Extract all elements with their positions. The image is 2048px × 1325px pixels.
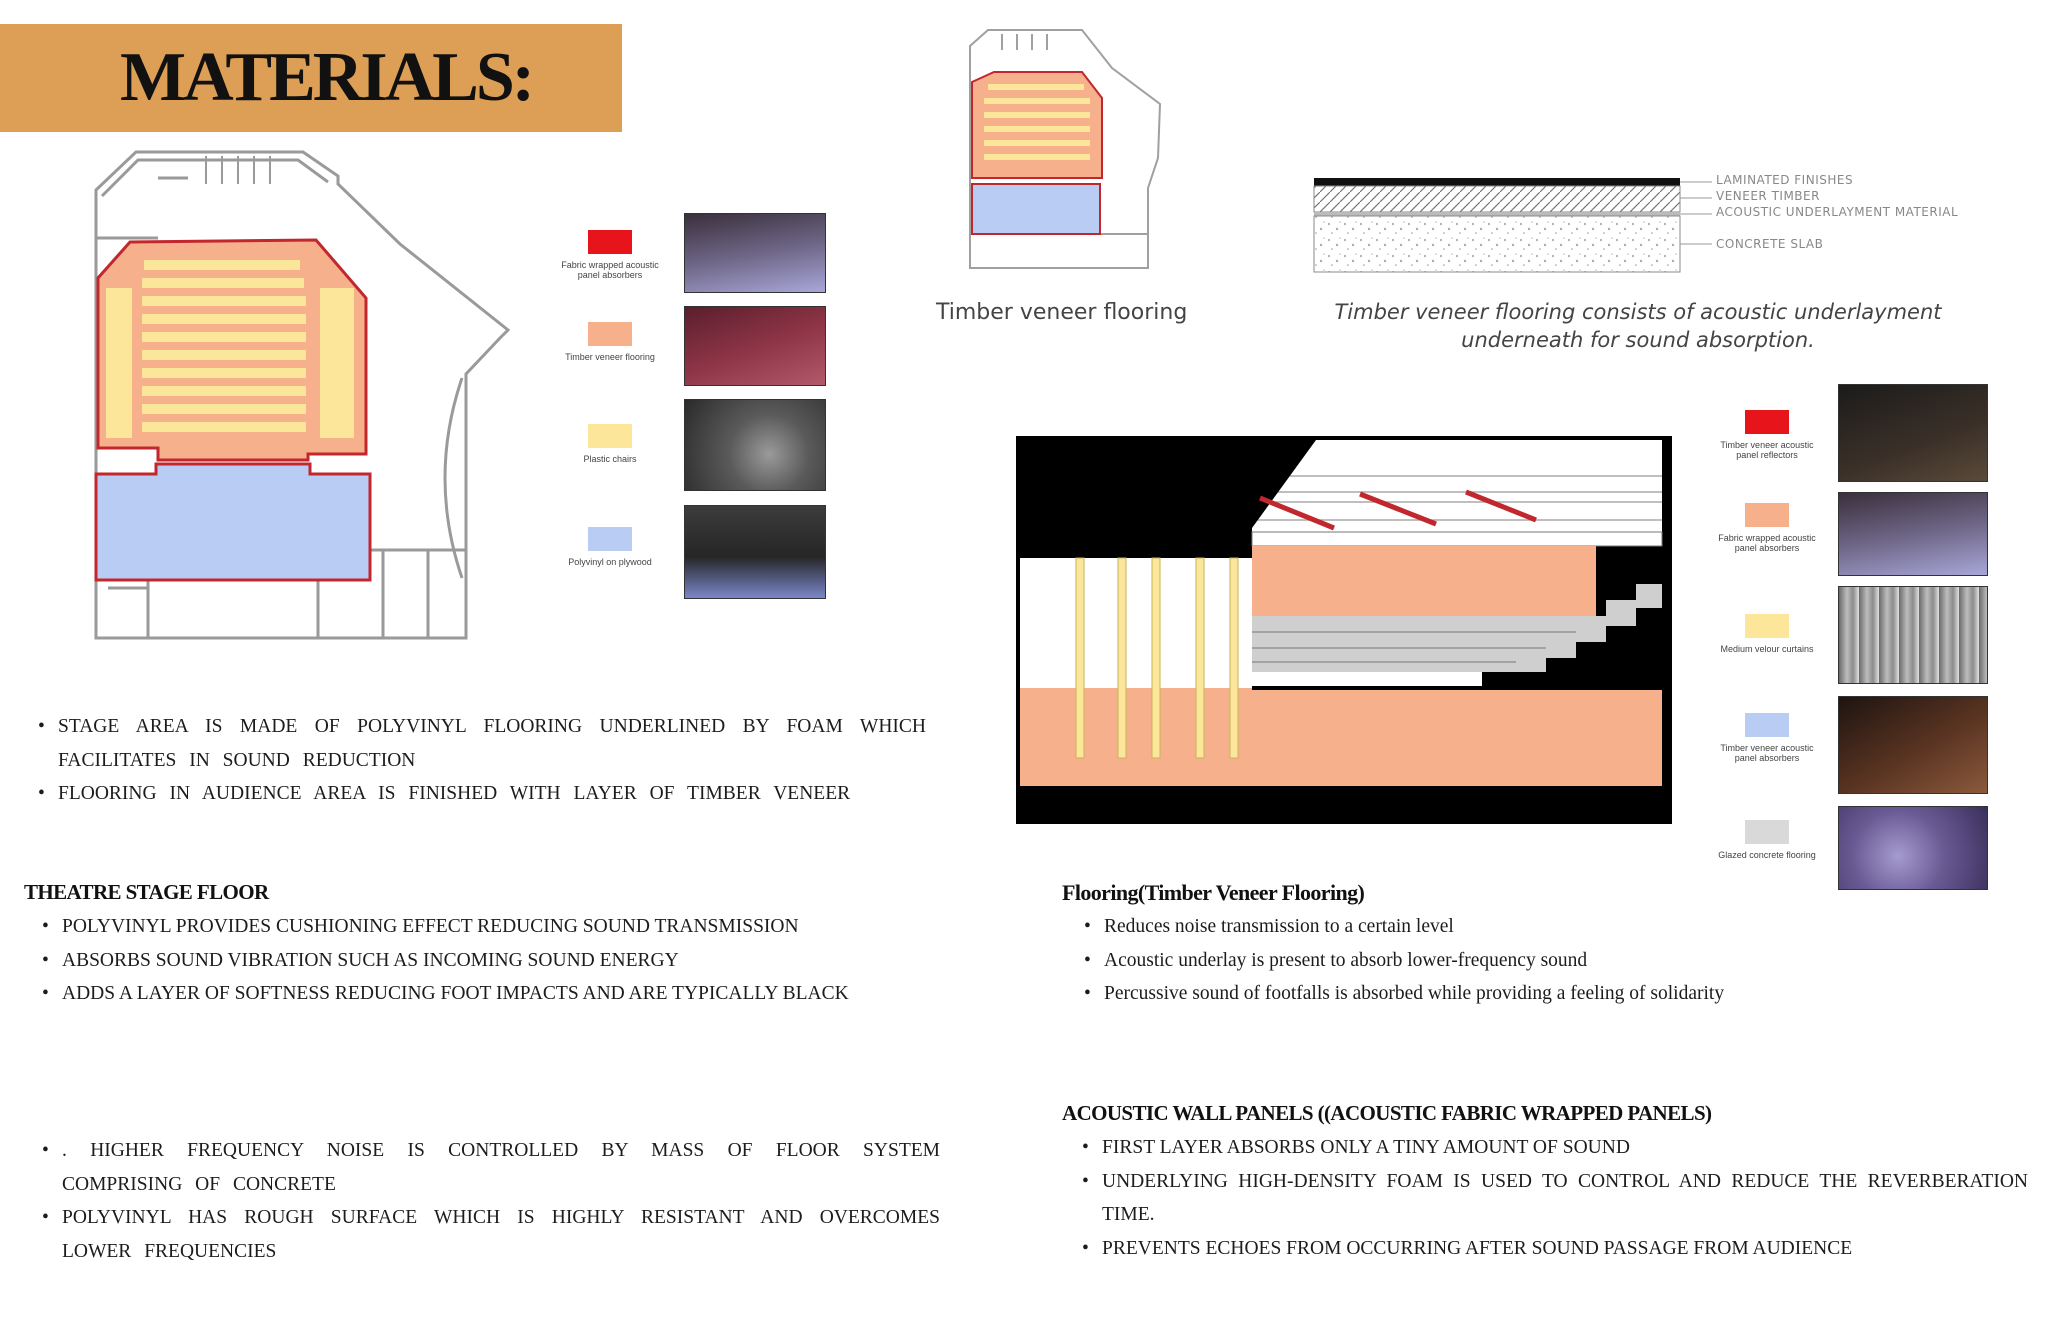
- legend-item: [555, 230, 665, 280]
- list-item: • Acoustic underlay is present to absorb lower-frequency sound: [1082, 944, 2022, 978]
- list-item: • ADDS A LAYER OF SOFTNESS REDUCING FOOT IMPACTS AND ARE TYPICALLY BLACK: [40, 977, 940, 1011]
- flooring-key-plan: [962, 28, 1172, 272]
- frequency-notes: [40, 1134, 940, 1268]
- legend-swatch-yellow: [1745, 614, 1789, 638]
- reflector-panel-photo: [1838, 384, 1988, 482]
- list-item: • POLYVINYL PROVIDES CUSHIONING EFFECT REDUCING SOUND TRANSMISSION: [40, 910, 940, 944]
- legend-swatch-red: [1745, 410, 1789, 434]
- list-item: • FIRST LAYER ABSORBS ONLY A TINY AMOUNT OF SOUND: [1080, 1131, 2028, 1165]
- list-item: • ABSORBS SOUND VIBRATION SUCH AS INCOMING SOUND ENERGY: [40, 944, 940, 978]
- legend-item: [1712, 410, 1822, 460]
- layer-label: LAMINATED FINISHES: [1716, 173, 1854, 187]
- acoustic-wall-panels-list: [1080, 1131, 2028, 1265]
- legend-label: Plastic chairs: [583, 454, 637, 464]
- auditorium-floor-plan: [88, 148, 520, 658]
- flooring-list: [1082, 910, 2022, 1011]
- stage-area-notes: [36, 710, 926, 811]
- list-item: • PREVENTS ECHOES FROM OCCURRING AFTER SOUND PASSAGE FROM AUDIENCE: [1080, 1232, 2028, 1266]
- legend-item: [1712, 713, 1822, 763]
- layer-label: ACOUSTIC UNDERLAYMENT MATERIAL: [1716, 205, 1959, 219]
- legend-swatch-peach: [1745, 503, 1789, 527]
- legend-label: Glazed concrete flooring: [1718, 850, 1816, 860]
- concrete-floor-photo: [1838, 806, 1988, 890]
- plastic-chairs-photo: [684, 399, 826, 491]
- list-item: • STAGE AREA IS MADE OF POLYVINYL FLOORING UNDERLINED BY FOAM WHICH FACILITATES IN SOUND REDUCTION: [36, 710, 926, 777]
- legend-swatch-grey: [1745, 820, 1789, 844]
- legend-label: Timber veneer acoustic panel absorbers: [1720, 743, 1814, 763]
- list-item: • Percussive sound of footfalls is absorbed while providing a feeling of solidarity: [1082, 977, 2022, 1011]
- list-item: • UNDERLYING HIGH-DENSITY FOAM IS USED TO CONTROL AND REDUCE THE REVERBERATION TIME.: [1080, 1165, 2028, 1232]
- legend-label: Fabric wrapped acoustic panel absorbers: [561, 260, 659, 280]
- legend-item: [1712, 820, 1822, 860]
- layer-label: CONCRETE SLAB: [1716, 237, 1824, 251]
- key-plan-caption: Timber veneer flooring: [936, 300, 1188, 325]
- legend-item: [555, 424, 665, 464]
- legend-swatch-peach: [588, 322, 632, 346]
- page-title: MATERIALS:: [120, 39, 533, 116]
- legend-swatch-blue: [588, 527, 632, 551]
- legend-swatch-yellow: [588, 424, 632, 448]
- auditorium-section: [1016, 436, 1672, 824]
- list-item: • Reduces noise transmission to a certain level: [1082, 910, 2022, 944]
- floor-detail-caption: Timber veneer flooring consists of acoustic underlayment underneath for sound absorption.: [1334, 300, 1942, 352]
- absorber-panel-photo: [1838, 492, 1988, 576]
- layer-label: VENEER TIMBER: [1716, 189, 1820, 203]
- legend-label: Timber veneer flooring: [565, 352, 655, 362]
- legend-item: [1712, 503, 1822, 553]
- legend-label: Fabric wrapped acoustic panel absorbers: [1718, 533, 1816, 553]
- theatre-stage-floor-list: [40, 910, 940, 1011]
- timber-absorber-photo: [1838, 696, 1988, 794]
- legend-item: [1712, 614, 1822, 654]
- layer-labels: [1716, 172, 1958, 252]
- list-item: • FLOORING IN AUDIENCE AREA IS FINISHED WITH LAYER OF TIMBER VENEER: [36, 777, 926, 811]
- stage-curtain-photo: [684, 505, 826, 599]
- legend-label: Timber veneer acoustic panel reflectors: [1720, 440, 1814, 460]
- legend-item: [555, 322, 665, 362]
- legend-item: [555, 527, 665, 567]
- timber-floor-photo: [684, 306, 826, 386]
- list-item: • POLYVINYL HAS ROUGH SURFACE WHICH IS HIGHLY RESISTANT AND OVERCOMES LOWER FREQUENCIES: [40, 1201, 940, 1268]
- title-banner: [0, 24, 622, 132]
- theatre-stage-floor-heading: THEATRE STAGE FLOOR: [24, 880, 269, 904]
- fabric-panel-photo: [684, 213, 826, 293]
- legend-swatch-red: [588, 230, 632, 254]
- velour-curtain-photo: [1838, 586, 1988, 684]
- flooring-heading: Flooring(Timber Veneer Flooring): [1062, 880, 1365, 905]
- acoustic-wall-panels-heading: ACOUSTIC WALL PANELS ((ACOUSTIC FABRIC WRAPPED PANELS): [1062, 1101, 1712, 1125]
- legend-swatch-blue: [1745, 713, 1789, 737]
- legend-label: Polyvinyl on plywood: [568, 557, 652, 567]
- legend-label: Medium velour curtains: [1720, 644, 1814, 654]
- list-item: • . HIGHER FREQUENCY NOISE IS CONTROLLED BY MASS OF FLOOR SYSTEM COMPRISING OF CONCRETE: [40, 1134, 940, 1201]
